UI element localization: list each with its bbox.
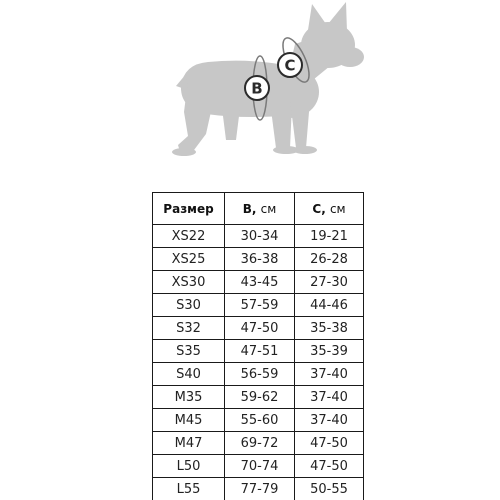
table-row bbox=[153, 225, 364, 248]
cell-c: 47-50 bbox=[295, 455, 364, 478]
cell-b: 69-72 bbox=[225, 432, 295, 455]
cell-b: 47-51 bbox=[225, 340, 295, 363]
marker-b-label: B bbox=[251, 79, 263, 98]
header-b-unit: см bbox=[260, 201, 277, 216]
cell-b: 36-38 bbox=[225, 248, 295, 271]
table-row bbox=[153, 478, 364, 500]
header-c-letter: C, bbox=[312, 201, 326, 216]
cell-size: M45 bbox=[153, 409, 225, 432]
size-chart-table bbox=[152, 192, 364, 500]
table-row bbox=[153, 340, 364, 363]
cell-c: 26-28 bbox=[295, 248, 364, 271]
cell-size: M35 bbox=[153, 386, 225, 409]
cell-size: XS25 bbox=[153, 248, 225, 271]
cell-size: S32 bbox=[153, 317, 225, 340]
header-size bbox=[153, 193, 225, 225]
cell-b: 59-62 bbox=[225, 386, 295, 409]
cell-b: 43-45 bbox=[225, 271, 295, 294]
cell-size: XS22 bbox=[153, 225, 225, 248]
cell-size: XS30 bbox=[153, 271, 225, 294]
table-row bbox=[153, 271, 364, 294]
header-size-label: Размер bbox=[163, 201, 214, 216]
table-row bbox=[153, 363, 364, 386]
cell-size: S35 bbox=[153, 340, 225, 363]
cell-b: 47-50 bbox=[225, 317, 295, 340]
cell-c: 47-50 bbox=[295, 432, 364, 455]
table-body bbox=[153, 225, 364, 500]
table-header-row bbox=[153, 193, 364, 225]
cell-c: 35-38 bbox=[295, 317, 364, 340]
marker-c-label: C bbox=[284, 56, 296, 75]
cell-b: 55-60 bbox=[225, 409, 295, 432]
table-row bbox=[153, 409, 364, 432]
cell-size: S40 bbox=[153, 363, 225, 386]
cell-size: L50 bbox=[153, 455, 225, 478]
header-c-unit: см bbox=[329, 201, 346, 216]
cell-c: 27-30 bbox=[295, 271, 364, 294]
dog-measurement-illustration bbox=[0, 0, 500, 175]
cell-c: 35-39 bbox=[295, 340, 364, 363]
cell-c: 44-46 bbox=[295, 294, 364, 317]
cell-c: 37-40 bbox=[295, 386, 364, 409]
cell-b: 77-79 bbox=[225, 478, 295, 500]
cell-c: 19-21 bbox=[295, 225, 364, 248]
header-b bbox=[225, 193, 295, 225]
table-row bbox=[153, 386, 364, 409]
cell-b: 70-74 bbox=[225, 455, 295, 478]
header-c bbox=[295, 193, 364, 225]
cell-size: S30 bbox=[153, 294, 225, 317]
header-b-letter: B, bbox=[242, 201, 257, 216]
table-row bbox=[153, 248, 364, 271]
cell-c: 37-40 bbox=[295, 363, 364, 386]
table-row bbox=[153, 455, 364, 478]
cell-c: 37-40 bbox=[295, 409, 364, 432]
cell-b: 56-59 bbox=[225, 363, 295, 386]
table-row bbox=[153, 432, 364, 455]
table-row bbox=[153, 317, 364, 340]
cell-b: 30-34 bbox=[225, 225, 295, 248]
cell-size: M47 bbox=[153, 432, 225, 455]
cell-c: 50-55 bbox=[295, 478, 364, 500]
table-row bbox=[153, 294, 364, 317]
marker-c bbox=[278, 53, 302, 77]
marker-b bbox=[245, 76, 269, 100]
french-bulldog-silhouette bbox=[172, 2, 364, 156]
cell-b: 57-59 bbox=[225, 294, 295, 317]
cell-size: L55 bbox=[153, 478, 225, 500]
